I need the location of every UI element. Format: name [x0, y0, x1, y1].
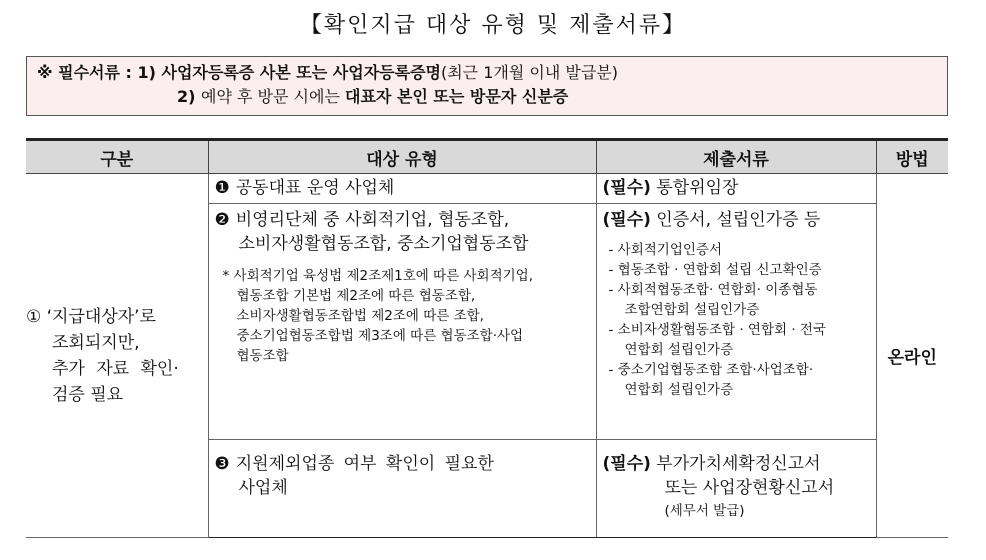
list-item: 연합회 설립인가증 [624, 342, 734, 358]
list-item: - 중소기업협동조합 조합·사업조합· [608, 362, 814, 378]
required-label: (필수) [602, 454, 651, 474]
notice-doc1: 사업자등록증 사본 또는 사업자등록증명 [161, 63, 441, 82]
list-item: 조합연합회 설립인가증 [624, 302, 760, 318]
eligibility-table [26, 138, 948, 538]
document-text: 통합위임장 [656, 178, 739, 198]
target-type-text: 사업체 [238, 478, 288, 498]
document-list [603, 240, 870, 400]
list-item: - 사회적협동조합· 연합회· 이종협동 [608, 282, 818, 298]
list-item: 연합회 설립인가증 [624, 382, 734, 398]
note-line: 협동조합 기본법 제2조에 따른 협동조합, [236, 288, 476, 304]
category-line: 조회되지만, [52, 332, 140, 353]
category-cell [26, 174, 208, 538]
header-documents: 제출서류 [596, 140, 876, 174]
number-1-icon: ❶ [214, 178, 230, 198]
notice-line2-prefix: 2) [177, 87, 202, 106]
documents-cell [596, 204, 876, 440]
document-note: (세무서 발급) [664, 503, 745, 519]
notice-doc1-note: (최근 1개월 이내 발급분) [440, 63, 619, 82]
list-item: - 협동조합 · 연합회 설립 신고확인증 [608, 262, 822, 278]
target-type-cell [208, 204, 596, 440]
documents-cell [596, 440, 876, 538]
note-line: * 사회적기업 육성법 제2조제1호에 따른 사회적기업, [222, 268, 533, 284]
notice-line2-bold: 대표자 본인 또는 방문자 신분증 [345, 87, 569, 106]
target-type-cell [208, 174, 596, 204]
number-3-icon: ❸ [214, 454, 230, 474]
documents-cell [596, 174, 876, 204]
notice-line-1 [37, 61, 947, 85]
table-row [26, 174, 948, 204]
number-2-icon: ❷ [214, 210, 230, 230]
category-line: 추가 자료 확인· [52, 358, 179, 379]
list-item: - 사회적기업인증서 [608, 242, 722, 258]
category-line: 검증 필요 [52, 384, 124, 405]
category-line: ① ‘지급대상자’로 [26, 306, 156, 327]
note-line: 소비자생활협동조합법 제2조에 따른 조합, [236, 308, 484, 324]
table-header-row [26, 140, 948, 174]
list-item: - 소비자생활협동조합 · 연합회 · 전국 [608, 322, 826, 338]
page-title: 【확인지급 대상 유형 및 제출서류】 [299, 13, 687, 38]
document-text: 부가가치세확정신고서 [656, 454, 821, 474]
required-label: (필수) [602, 210, 651, 230]
notice-line2-text: 예약 후 방문 시에는 [201, 87, 346, 106]
document-text: 인증서, 설립인가증 등 [656, 210, 821, 230]
document-text: 또는 사업장현황신고서 [664, 478, 835, 498]
notice-line-2 [37, 85, 947, 109]
header-category: 구분 [26, 140, 208, 174]
header-method: 방법 [876, 140, 948, 174]
legal-basis-note [215, 266, 590, 366]
target-type-text: 공동대표 운영 사업체 [235, 178, 395, 198]
method-cell: 온라인 [876, 174, 948, 538]
header-target-type: 대상 유형 [208, 140, 596, 174]
note-line: 협동조합 [236, 348, 289, 364]
target-type-cell [208, 440, 596, 538]
target-type-text: 지원제외업종 여부 확인이 필요한 [235, 454, 494, 474]
target-type-text: 소비자생활협동조합, 중소기업협동조합 [238, 234, 529, 254]
notice-prefix: ※ 필수서류 : 1) [37, 63, 162, 82]
target-type-text: 비영리단체 중 사회적기업, 협동조합, [235, 210, 510, 230]
required-docs-notice [26, 56, 948, 116]
required-label: (필수) [602, 178, 651, 198]
note-line: 중소기업협동조합법 제3조에 따른 협동조합·사업 [236, 328, 524, 344]
